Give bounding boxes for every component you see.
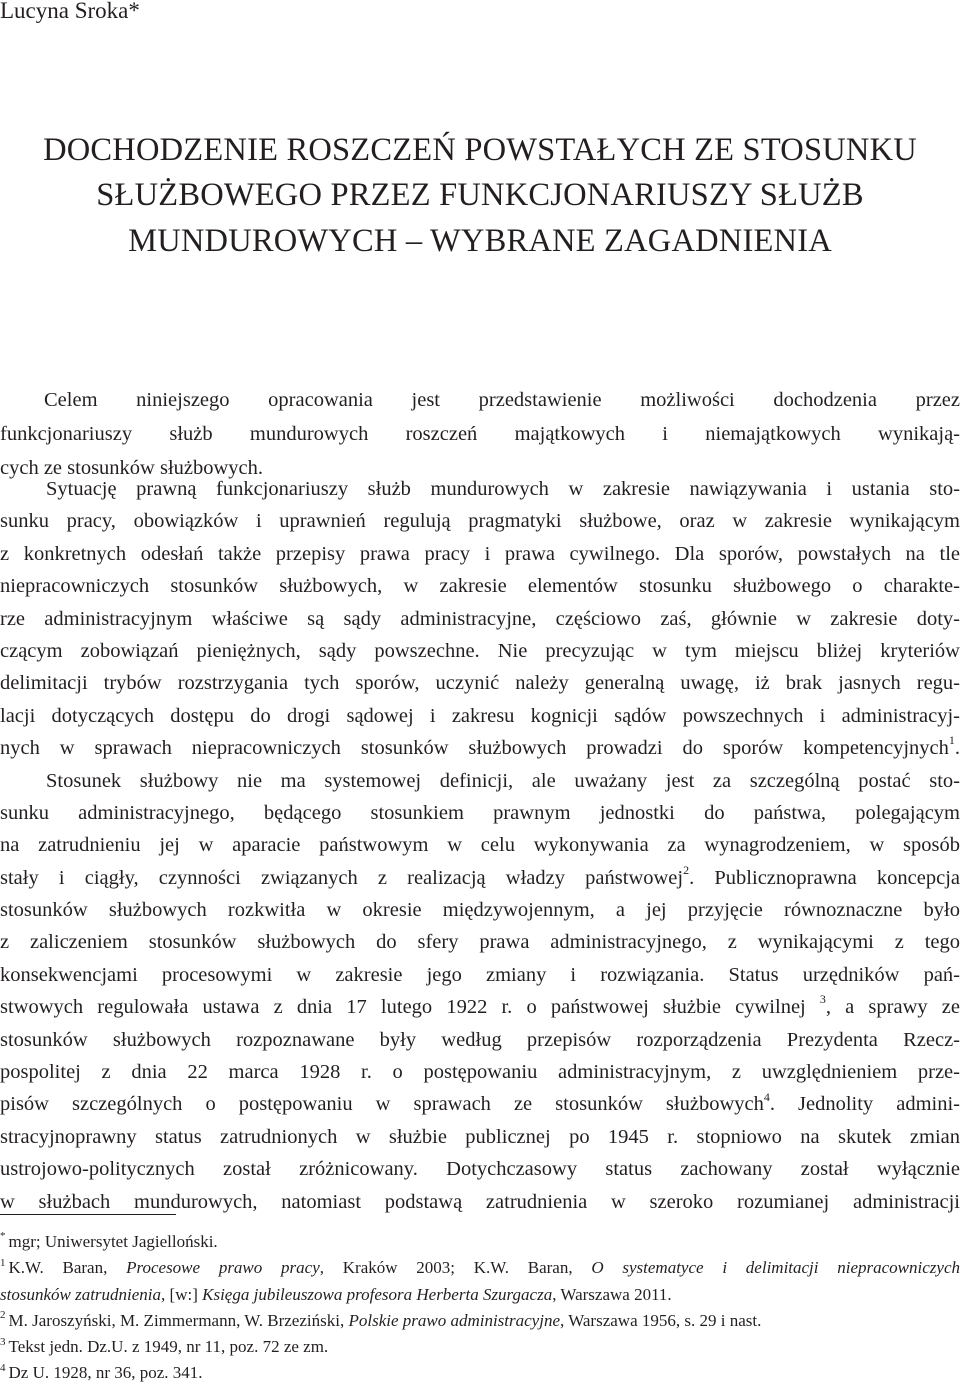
footnote-separator <box>0 1214 176 1215</box>
footnote-title: stosunków zatrudnienia <box>0 1284 162 1304</box>
footnote-text: , [w:] <box>161 1284 203 1304</box>
footnote-2 <box>0 1308 960 1334</box>
footnotes <box>0 1229 960 1387</box>
footnote-text: mgr; Uniwersytet Jagielloński. <box>8 1232 218 1251</box>
body-text <box>0 473 960 1218</box>
footnote-star <box>0 1229 960 1255</box>
abstract-line: funkcjonariuszy służb mundurowych roszczeń majątkowych i niemajątkowych wynikają- <box>0 423 960 445</box>
abstract-line: Celem niniejszego opracowania jest przedstawienie możliwości dochodzenia przez <box>44 389 960 411</box>
body-line: pospolitej z dnia 22 marca 1928 r. o postępowaniu administracyjnym, z uwzględnieniem prze- <box>0 1061 960 1084</box>
body-line: na zatrudnieniu jej w aparacie państwowym w celu wykonywania za wynagrodzeniem, w sposób <box>0 834 960 857</box>
body-line <box>0 1088 960 1120</box>
body-line: niepracowniczych stosunków służbowych, w zakresie elementów stosunku służbowego o charakte- <box>0 575 960 598</box>
footnote-1-cont <box>0 1282 960 1308</box>
footnote-1 <box>0 1255 960 1281</box>
footnote-text: , Warszawa 1956, s. 29 i nast. <box>560 1310 762 1330</box>
body-line-text: nych w sprawach niepracowniczych stosunków służbowych prowadzi do sporów kompetencyjnych <box>0 737 949 760</box>
footnote-3 <box>0 1334 960 1360</box>
body-line: z zaliczeniem stosunków służbowych do sfery prawa administracyjnego, z wynikającymi z tego <box>0 931 960 954</box>
footnote-mark: 4 <box>0 1361 6 1374</box>
body-line: stosunków służbowych rozkwitła w okresie międzywojennym, a jej przyjęcie równoznaczne było <box>0 899 960 922</box>
footnote-title: Księga jubileuszowa profesora Herberta Szurgacza <box>202 1284 553 1304</box>
body-line: czącym zobowiązań pieniężnych, sądy powszechne. Nie precyzując w tym miejscu bliżej kryteriów <box>0 639 960 662</box>
body-line <box>0 732 960 764</box>
article-title-line-3: MUNDUROWYCH – WYBRANE ZAGADNIENIA <box>128 223 832 259</box>
body-line: z konkretnych odesłań także przepisy prawa pracy i prawa cywilnego. Dla sporów, powstałych na tle <box>0 542 960 565</box>
body-line-text: pisów szczególnych o postępowaniu w sprawach ze stosunków służbowych <box>0 1093 764 1116</box>
abstract <box>0 383 960 485</box>
footnote-ref-3[interactable]: 3 <box>819 992 826 1007</box>
body-line: delimitacji trybów rozstrzygania tych sporów, uczynić należy generalną uwagę, iż brak jasnych regu- <box>0 672 960 695</box>
article-title-line-1: DOCHODZENIE ROSZCZEŃ POWSTAŁYCH ZE STOSUNKU <box>43 132 917 168</box>
footnote-4 <box>0 1360 960 1386</box>
footnote-text: K.W. Baran, <box>8 1258 127 1278</box>
footnote-text: , Warszawa 2011. <box>552 1284 672 1304</box>
footnote-ref-1[interactable]: 1 <box>948 733 955 748</box>
abstract-line: cych ze stosunków służbowych. <box>0 457 264 479</box>
body-line: sunku pracy, obowiązków i uprawnień regulują pragmatyki służbowe, oraz w zakresie wynikającym <box>0 510 960 533</box>
footnote-ref-4[interactable]: 4 <box>763 1089 770 1104</box>
footnote-mark: 3 <box>0 1335 6 1348</box>
footnote-text: Dz U. 1928, nr 36, poz. 341. <box>8 1363 203 1383</box>
body-line-text: stwowych regulowała ustawa z dnia 17 lutego 1922 r. o państwowej służbie cywilnej <box>0 996 820 1019</box>
body-line-text: . Publicznoprawna koncepcja <box>689 866 960 889</box>
body-line: rze administracyjnym właściwe są sądy administracyjne, częściowo zaś, głównie w zakresie doty- <box>0 607 960 630</box>
body-line-text: , a sprawy ze <box>825 996 960 1019</box>
footnote-title: Polskie prawo administracyjne <box>348 1310 560 1330</box>
footnote-mark: 1 <box>0 1256 6 1269</box>
line-end-dot: . <box>954 737 960 760</box>
body-line-text: stały i ciągły, czynności związanych z realizacją władzy państwowej <box>0 866 684 889</box>
body-line: konsekwencjami procesowymi w zakresie jego zmiany i rozwiązania. Status urzędników pań- <box>0 963 960 986</box>
body-line-text: . Jednolity admini- <box>769 1093 960 1116</box>
body-line: stracyjnoprawny status zatrudnionych w służbie publicznej po 1945 r. stopniowo na skutek zmian <box>0 1125 960 1148</box>
footnote-text: , Kraków 2003; K.W. Baran, <box>319 1258 592 1278</box>
body-line: stosunków służbowych rozpoznawane były według przepisów rozporządzenia Prezydenta Rzecz- <box>0 1028 960 1051</box>
body-line <box>0 991 960 1023</box>
body-line: sunku administracyjnego, będącego stosunkiem prawnym jednostki do państwa, polegającym <box>0 801 960 824</box>
footnote-mark: 2 <box>0 1309 6 1322</box>
body-line <box>0 862 960 894</box>
body-line: Stosunek służbowy nie ma systemowej definicji, ale uważany jest za szczególną postać sto- <box>46 769 960 792</box>
footnote-title: O systematyce i delimitacji niepracowniczych <box>591 1258 960 1278</box>
author-name: Lucyna Sroka* <box>0 0 140 23</box>
footnote-mark: * <box>0 1230 6 1243</box>
article-title-line-2: SŁUŻBOWEGO PRZEZ FUNKCJONARIUSZY SŁUŻB <box>96 177 864 213</box>
footnote-ref-2[interactable]: 2 <box>683 862 690 877</box>
footnote-text: M. Jaroszyński, M. Zimmermann, W. Brzeziński, <box>8 1310 349 1330</box>
body-line: Sytuację prawną funkcjonariuszy służb mundurowych w zakresie nawiązywania i ustania sto- <box>46 478 960 500</box>
body-line: ustrojowo-politycznych został zróżnicowany. Dotychczasowy status zachowany został wyłącznie <box>0 1158 960 1181</box>
body-line: lacji dotyczących dostępu do drogi sądowej i zakresu kognicji sądów powszechnych i administracyj- <box>0 704 960 727</box>
body-line: w służbach mundurowych, natomiast podstawą zatrudnienia w szeroko rozumianej administracji <box>0 1190 960 1213</box>
footnote-text: Tekst jedn. Dz.U. z 1949, nr 11, poz. 72 ze zm. <box>8 1337 329 1357</box>
footnote-title: Procesowe prawo pracy <box>126 1258 320 1278</box>
